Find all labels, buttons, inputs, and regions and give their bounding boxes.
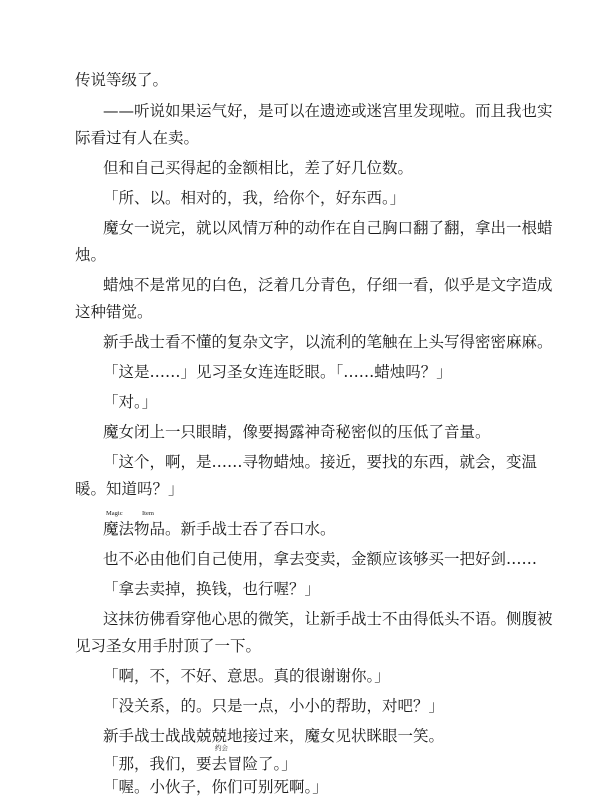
text-line: 魔女一说完，就以风情万种的动作在自己胸口翻了翻，拿出一根蜡 xyxy=(103,219,553,237)
text-line: 也不必由他们自己使用，拿去变卖，金额应该够买一把好剑…… xyxy=(103,550,538,568)
text-line: 「啊，不，不好、意思。真的很谢谢你。」 xyxy=(103,667,390,685)
text-line: 「没关系，的。只是一点，小小的帮助，对吧？」 xyxy=(103,697,445,715)
text-line: 这抹彷佛看穿他心思的微笑，让新手战士不由得低头不语。侧腹被 xyxy=(103,610,553,628)
ruby-annotation: Item xyxy=(142,510,154,517)
text-line: 魔女闭上一只眼睛，像要揭露神奇秘密似的压低了音量。 xyxy=(103,423,491,441)
text-line: 「所、以。相对的，我，给你个，好东西。」 xyxy=(103,189,406,207)
text-line: 魔法物品。新手战士吞了吞口水。 xyxy=(103,520,336,538)
text-line: 「这是……」见习圣女连连眨眼。「……蜡烛吗？」 xyxy=(103,363,452,381)
text-line: 这种错觉。 xyxy=(75,303,153,321)
text-line: 「拿去卖掉，换钱，也行喔？」 xyxy=(103,580,321,598)
ruby-annotation: Magic xyxy=(106,510,123,517)
text-line: 「对。」 xyxy=(103,393,158,411)
text-line: ——听说如果运气好，是可以在遗迹或迷宫里发现啦。而且我也实 xyxy=(103,102,553,120)
text-line: 暖。知道吗？」 xyxy=(75,480,184,498)
text-line: 但和自己买得起的金额相比，差了好几位数。 xyxy=(103,159,414,177)
text-line: 际看过有人在卖。 xyxy=(75,129,200,147)
text-line: 「喔。小伙子，你们可别死啊。」 xyxy=(103,778,328,796)
text-line: 「这个，啊，是……寻物蜡烛。接近，要找的东西，就会，变温 xyxy=(103,453,538,471)
text-line: 新手战士看不懂的复杂文字，以流利的笔触在上头写得密密麻麻。 xyxy=(103,333,553,351)
text-line: 新手战士战战兢兢地接过来，魔女见状眯眼一笑。 xyxy=(103,727,445,745)
text-line: 「那，我们，要去冒险了。」 xyxy=(103,755,297,773)
text-line: 见习圣女用手肘顶了一下。 xyxy=(75,637,262,655)
text-line: 蜡烛不是常见的白色，泛着几分青色，仔细一看，似乎是文字造成 xyxy=(103,276,553,294)
text-line: 传说等级了。 xyxy=(75,71,169,89)
ruby-annotation: 约会 xyxy=(215,744,228,752)
text-line: 烛。 xyxy=(75,246,107,264)
